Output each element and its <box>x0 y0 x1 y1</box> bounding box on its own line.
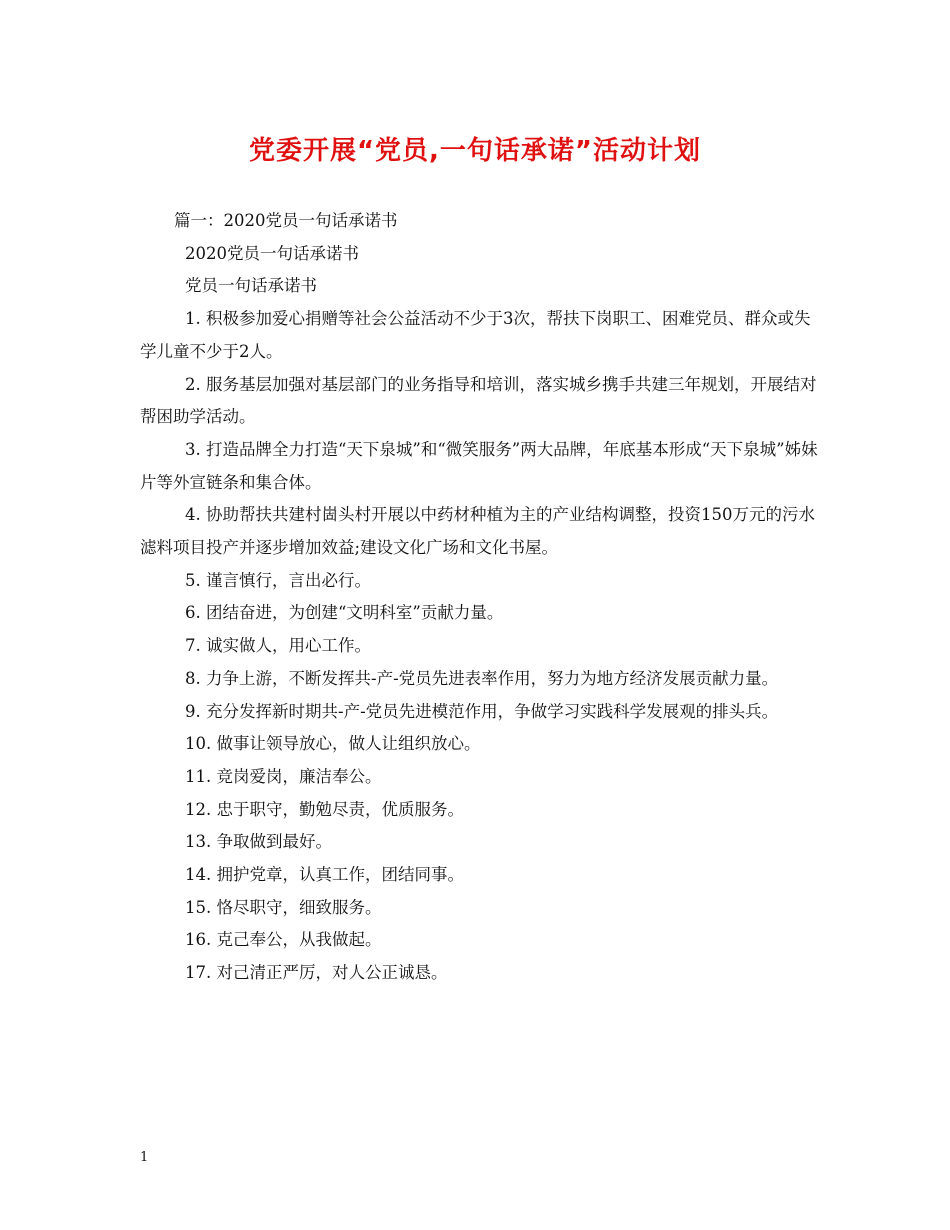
paragraph-item: 9. 充分发挥新时期共-产-党员先进模范作用，争做学习实践科学发展观的排头兵。 <box>185 701 779 721</box>
paragraph-item: 4. 协助帮扶共建村崮头村开展以中药材种植为主的产业结构调整，投资150万元的污水滤料项目投产并逐步增加效益;建设文化广场和文化书屋。 <box>140 505 815 558</box>
paragraph-subheading: 2020党员一句话承诺书 <box>185 243 359 263</box>
paragraph-subheading: 党员一句话承诺书 <box>185 276 317 296</box>
paragraph-item: 6. 团结奋进，为创建“文明科室”贡献力量。 <box>185 603 504 623</box>
paragraph-item: 15. 恪尽职守，细致服务。 <box>185 897 382 917</box>
paragraph-item: 14. 拥护党章，认真工作，团结同事。 <box>185 865 464 885</box>
document-title: 党委开展“党员,一句话承诺”活动计划 <box>248 136 702 166</box>
paragraph-item: 11. 竞岗爱岗，廉洁奉公。 <box>185 766 382 786</box>
paragraph-item: 7. 诚实做人，用心工作。 <box>185 636 371 656</box>
paragraph-item: 5. 谨言慎行，言出必行。 <box>185 570 371 590</box>
paragraph-item: 3. 打造品牌全力打造“天下泉城”和“微笑服务”两大品牌，年底基本形成“天下泉城”姊妹片等外宣链条和集合体。 <box>140 439 818 492</box>
document-body <box>140 205 820 990</box>
paragraph-item: 10. 做事让领导放心，做人让组织放心。 <box>185 734 481 754</box>
paragraph-item: 8. 力争上游，不断发挥共-产-党员先进表率作用，努力为地方经济发展贡献力量。 <box>185 668 779 688</box>
paragraph-item: 2. 服务基层加强对基层部门的业务指导和培训，落实城乡携手共建三年规划，开展结对帮困助学活动。 <box>140 374 817 427</box>
paragraph-item: 1. 积极参加爱心捐赠等社会公益活动不少于3次，帮扶下岗职工、困难党员、群众或失学儿童不少于2人。 <box>140 309 811 361</box>
paragraph-item: 12. 忠于职守，勤勉尽责，优质服务。 <box>185 799 464 819</box>
paragraph-heading: 篇一：2020党员一句话承诺书 <box>174 211 398 230</box>
paragraph-item: 13. 争取做到最好。 <box>185 832 332 852</box>
page-number: 1 <box>140 1150 149 1165</box>
paragraph-item: 16. 克己奉公，从我做起。 <box>185 930 382 950</box>
paragraph-item: 17. 对己清正严厉，对人公正诚恳。 <box>185 963 448 983</box>
